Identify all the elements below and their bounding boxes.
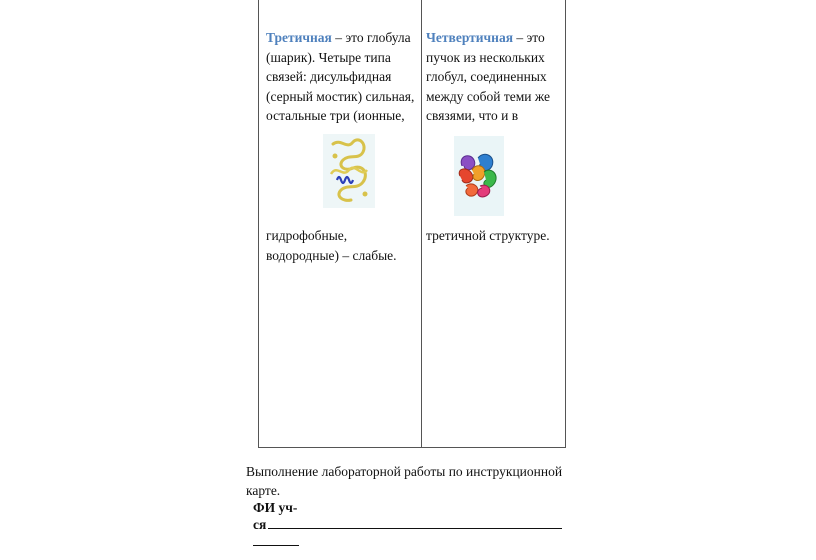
lab-instruction-text: Выполнение лабораторной работы по инструкционной карте. xyxy=(246,464,563,498)
structure-table xyxy=(258,0,566,448)
quaternary-description xyxy=(426,28,561,126)
tertiary-description-continued: гидрофобные, водородные) – слабые. xyxy=(266,228,397,263)
name-underline-short xyxy=(253,545,299,546)
quaternary-protein-image xyxy=(454,136,504,216)
quaternary-text: – это пучок из нескольких глобул, соединенных между собой теми же связями, что и в xyxy=(426,30,550,123)
student-name-label-line2: ся xyxy=(253,517,267,532)
quaternary-description-continued: третичной структуре. xyxy=(426,228,550,243)
tertiary-protein-image xyxy=(323,134,375,208)
tertiary-term: Третичная xyxy=(266,30,332,45)
student-name-label-line1: ФИ уч- xyxy=(253,500,298,515)
tertiary-text: – это глобула (шарик). Четыре типа связей: дисульфидная (серный мостик) сильная, остальные три (ионные, xyxy=(266,30,415,123)
quaternary-term: Четвертичная xyxy=(426,30,513,45)
column-divider xyxy=(421,0,422,447)
name-underline xyxy=(268,528,562,529)
tertiary-description xyxy=(266,28,416,126)
